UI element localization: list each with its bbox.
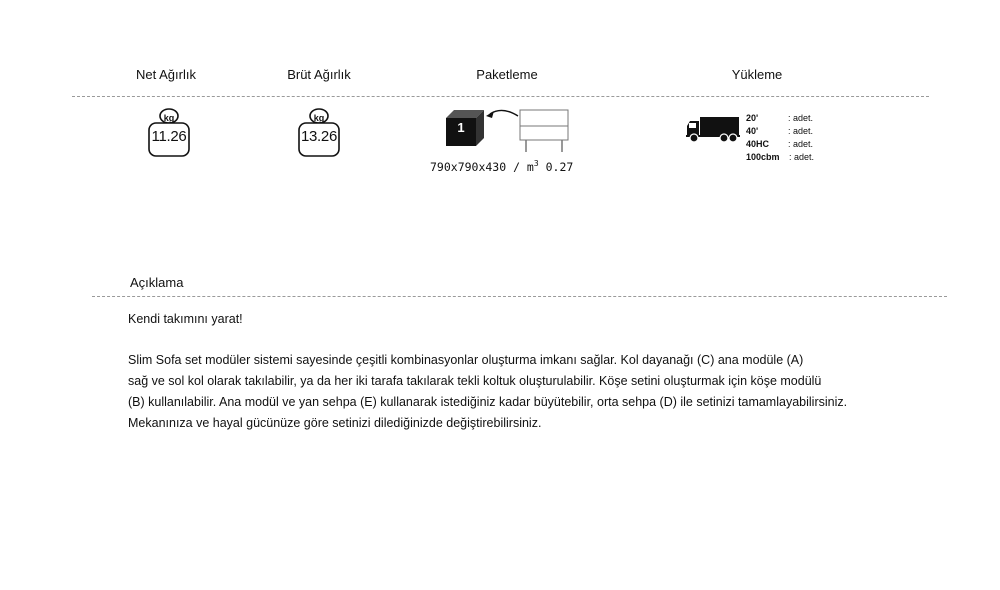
description-line: Slim Sofa set modüler sistemi sayesinde çeşitli kombinasyonlar oluşturma imkanı sağlar. Kol dayanağı (C) ana modüle (A) bbox=[128, 353, 804, 367]
description-tagline: Kendi takımını yarat! bbox=[128, 312, 243, 326]
loading-label: 100cbm bbox=[746, 152, 780, 162]
description-line: sağ ve sol kol olarak takılabilir, ya da her iki tarafa takılarak tekli koltuk oluşturulabilir. Köşe setini oluşturmak için köşe modülü bbox=[128, 374, 822, 388]
top-divider bbox=[72, 96, 929, 97]
loading-label: 40' bbox=[746, 126, 759, 136]
loading-table bbox=[746, 113, 836, 169]
package-volume: 0.27 bbox=[545, 159, 574, 174]
description-divider bbox=[92, 296, 947, 297]
weight-unit: kg bbox=[313, 113, 325, 123]
header-packaging: Paketleme bbox=[476, 67, 538, 82]
loading-row bbox=[746, 152, 814, 162]
package-dimensions bbox=[430, 159, 573, 174]
header-gross-weight: Brüt Ağırlık bbox=[287, 67, 351, 82]
weight-unit: kg bbox=[163, 113, 175, 123]
loading-label: 40HC bbox=[746, 139, 770, 149]
loading-row bbox=[746, 126, 813, 136]
description-heading: Açıklama bbox=[130, 275, 184, 290]
net-weight-value: 11.26 bbox=[151, 128, 187, 145]
loading-label: 20' bbox=[746, 113, 759, 123]
loading-row bbox=[746, 113, 813, 123]
description-line: Mekanınıza ve hayal gücünüze göre setinizi dilediğinizde değiştirebilirsiniz. bbox=[128, 416, 542, 430]
package-count: 1 bbox=[457, 120, 465, 135]
truck-icon bbox=[686, 115, 740, 143]
description-body bbox=[128, 350, 988, 434]
description-line: (B) kullanılabilir. Ana modül ve yan sehpa (E) kullanarak istediğiniz kadar büyütebilir, orta sehpa (D) ile setinizi tamamlayabilirsiniz. bbox=[128, 395, 848, 409]
header-loading: Yükleme bbox=[731, 67, 783, 82]
loading-value: : adet. bbox=[788, 126, 814, 136]
loading-value: : adet. bbox=[788, 113, 814, 123]
package-dims-exponent: 3 bbox=[533, 159, 539, 168]
package-dims-text: 790x790x430 / m bbox=[430, 159, 534, 174]
gross-weight-value: 13.26 bbox=[300, 128, 338, 145]
net-weight-badge bbox=[146, 106, 192, 158]
loading-row bbox=[746, 139, 813, 149]
loading-value: : adet. bbox=[789, 152, 815, 162]
loading-value: : adet. bbox=[788, 139, 814, 149]
gross-weight-badge bbox=[296, 106, 342, 158]
header-net-weight: Net Ağırlık bbox=[136, 67, 196, 82]
